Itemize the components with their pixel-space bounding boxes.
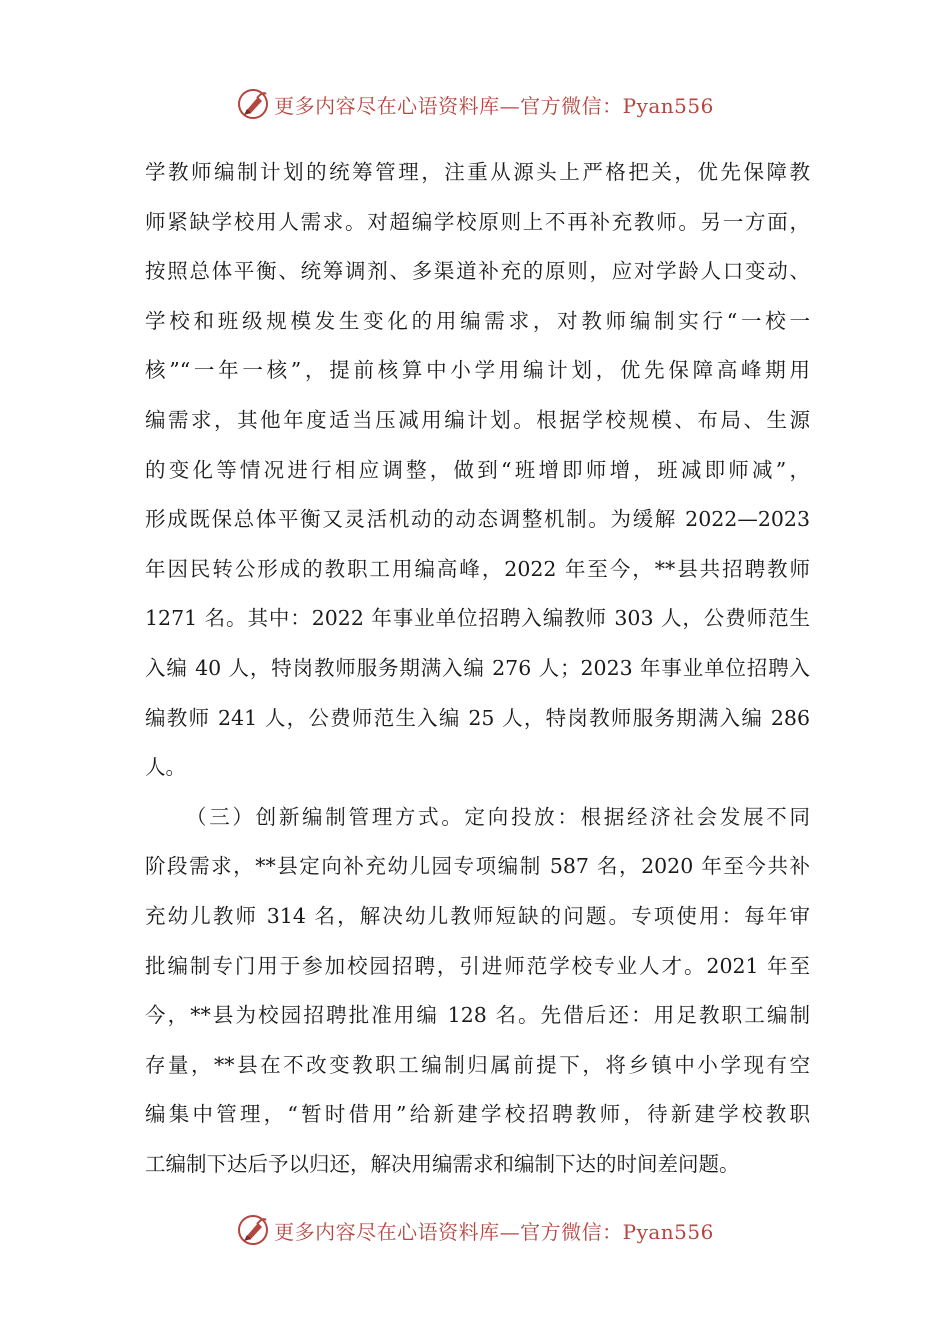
text-line: 核”“一年一核”，提前核算中小学用编计划，优先保障高峰期用 bbox=[145, 358, 810, 383]
text-line: 存量，**县在不改变教职工编制归属前提下，将乡镇中小学现有空 bbox=[145, 1052, 810, 1077]
header-banner bbox=[0, 84, 950, 124]
text-line: （三）创新编制管理方式。定向投放：根据经济社会发展不同 bbox=[186, 804, 810, 829]
text-line: 工编制下达后予以归还，解决用编需求和编制下达的时间差问题。 bbox=[145, 1151, 740, 1176]
text-line: 人。 bbox=[145, 755, 186, 780]
text-line: 编教师 241 人，公费师范生入编 25 人，特岗教师服务期满入编 286 bbox=[145, 705, 810, 730]
pen-nib-logo-icon bbox=[236, 87, 270, 121]
document-body bbox=[145, 148, 810, 1189]
text-line: 阶段需求，**县定向补充幼儿园专项编制 587 名，2020 年至今共补 bbox=[145, 854, 810, 879]
footer-banner-text: 更多内容尽在心语资料库—官方微信：Pyan556 bbox=[274, 1219, 714, 1244]
text-line: 年因民转公形成的教职工用编高峰，2022 年至今，**县共招聘教师 bbox=[145, 556, 810, 581]
text-line: 学教师编制计划的统筹管理，注重从源头上严格把关，优先保障教 bbox=[145, 160, 810, 184]
text-line: 学校和班级规模发生变化的用编需求，对教师编制实行“一校一 bbox=[145, 308, 810, 333]
text-line: 充幼儿教师 314 名，解决幼儿教师短缺的问题。专项使用：每年审 bbox=[145, 903, 810, 928]
text-line: 1271 名。其中：2022 年事业单位招聘入编教师 303 人，公费师范生 bbox=[145, 606, 810, 631]
text-line: 按照总体平衡、统筹调剂、多渠道补充的原则，应对学龄人口变动、 bbox=[145, 259, 810, 284]
text-line: 的变化等情况进行相应调整，做到“班增即师增，班减即师减”， bbox=[145, 457, 810, 482]
text-line: 入编 40 人，特岗教师服务期满入编 276 人；2023 年事业单位招聘入 bbox=[145, 655, 810, 680]
paragraph-2 bbox=[145, 793, 810, 1190]
text-line: 师紧缺学校用人需求。对超编学校原则上不再补充教师。另一方面， bbox=[145, 209, 810, 234]
paragraph-1 bbox=[145, 148, 810, 793]
header-banner-text: 更多内容尽在心语资料库—官方微信：Pyan556 bbox=[274, 93, 714, 118]
text-line: 形成既保总体平衡又灵活机动的动态调整机制。为缓解 2022—2023 bbox=[145, 507, 810, 532]
footer-banner bbox=[0, 1210, 950, 1250]
text-line: 今，**县为校园招聘批准用编 128 名。先借后还：用足教职工编制 bbox=[145, 1003, 810, 1028]
text-line: 编需求，其他年度适当压减用编计划。根据学校规模、布局、生源 bbox=[145, 407, 810, 432]
pen-nib-logo-icon bbox=[236, 1213, 270, 1247]
text-line: 批编制专门用于参加校园招聘，引进师范学校专业人才。2021 年至 bbox=[145, 953, 810, 978]
text-line: 编集中管理，“暂时借用”给新建学校招聘教师，待新建学校教职 bbox=[145, 1102, 810, 1127]
